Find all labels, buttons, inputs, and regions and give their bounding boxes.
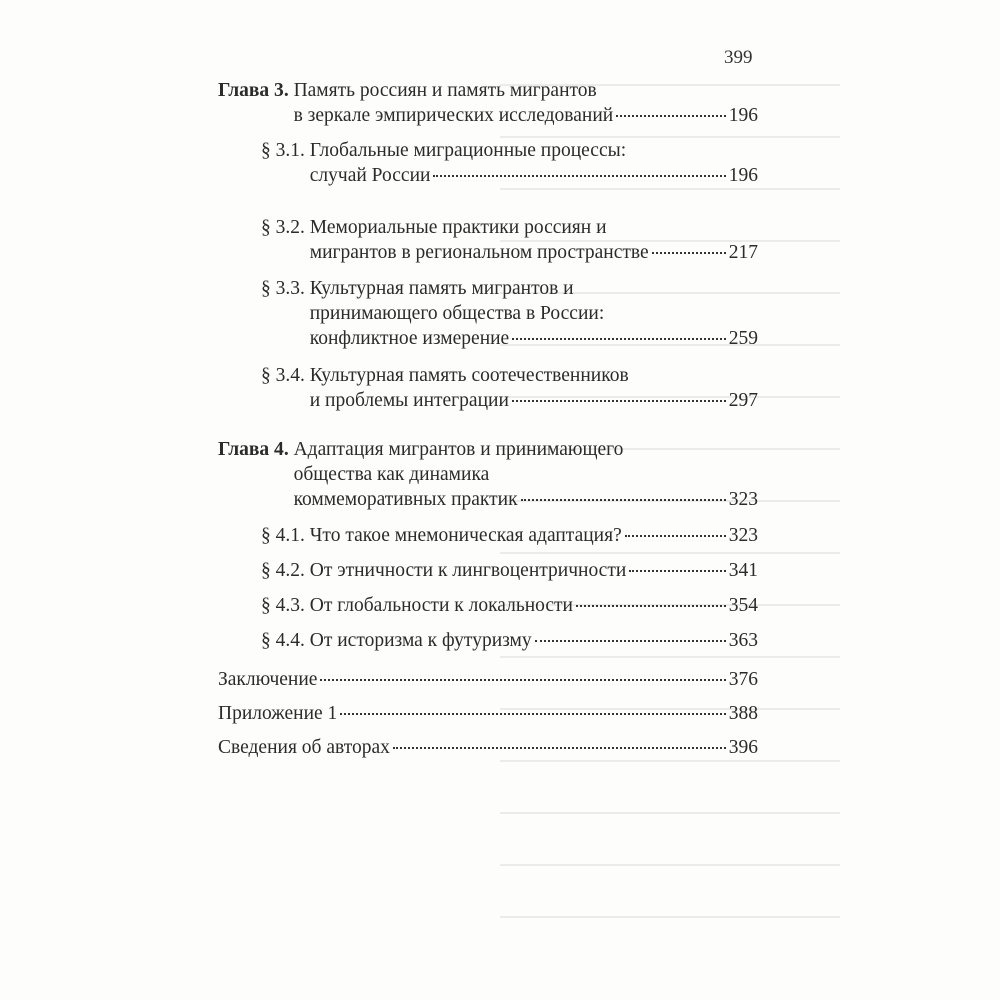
- section-number: § 3.2.: [261, 217, 310, 238]
- toc-entry-title-line: Культурная память соотечественников: [309, 365, 629, 386]
- section-number: § 4.2.: [261, 560, 310, 581]
- toc-page-ref: 259: [728, 328, 758, 349]
- dot-leader: [393, 747, 726, 749]
- toc-section-4-2[interactable]: [261, 558, 758, 583]
- toc-about-authors[interactable]: [218, 735, 758, 760]
- toc-page-ref: 376: [728, 669, 758, 690]
- section-number: § 4.1.: [261, 525, 310, 546]
- toc-entry-title-line: Культурная память мигрантов и: [309, 278, 574, 299]
- toc-entry-title-line: От глобальности к локальности: [309, 595, 573, 616]
- toc-section-3-4[interactable]: [261, 363, 758, 413]
- dot-leader: [616, 115, 726, 117]
- dot-leader: [512, 338, 726, 340]
- toc-page-ref: 341: [728, 560, 758, 581]
- toc-entry-title-line: Мемориальные практики россиян и: [309, 217, 607, 238]
- toc-page-ref: 396: [728, 737, 758, 758]
- toc-entry-title-line: От историзма к футуризму: [309, 630, 532, 651]
- toc-entry-title-line: Что такое мнемоническая адаптация?: [309, 525, 622, 546]
- toc-section-4-4[interactable]: [261, 628, 758, 653]
- toc-entry-title-line: Приложение 1: [218, 703, 338, 724]
- toc-entry-title-line: Память россиян и память мигрантов: [293, 80, 597, 101]
- dot-leader: [320, 679, 725, 681]
- toc-entry-title-line: конфликтное измерение: [309, 328, 510, 349]
- section-number: § 4.4.: [261, 630, 310, 651]
- section-number: § 4.3.: [261, 595, 310, 616]
- section-number: § 3.3.: [261, 278, 310, 299]
- toc-entry-title-line: общества как динамика: [293, 464, 490, 485]
- toc-page-ref: 196: [728, 105, 758, 126]
- toc-page-ref: 363: [728, 630, 758, 651]
- toc-entry-title-line: Глобальные миграционные процессы:: [309, 140, 627, 161]
- toc-entry-title-line: Адаптация мигрантов и принимающего: [293, 439, 624, 460]
- dot-leader: [625, 535, 726, 537]
- toc-section-4-1[interactable]: [261, 523, 758, 548]
- toc-page-ref: 217: [728, 242, 758, 263]
- toc-page-ref: 323: [728, 489, 758, 510]
- dot-leader: [521, 499, 726, 501]
- toc-section-3-1[interactable]: [261, 138, 758, 188]
- toc-entry-title-line: коммеморативных практик: [293, 489, 518, 510]
- toc-chapter-4[interactable]: Глава 4. Адаптация мигрантов и принимающего общества как динамика коммеморативных практик 323: [218, 439, 758, 510]
- toc-entry-title-line: в зеркале эмпирических исследований: [293, 105, 614, 126]
- toc-entry-title-line: Заключение: [218, 669, 318, 690]
- toc-entry-title-line: Сведения об авторах: [218, 737, 390, 758]
- section-number: § 3.1.: [261, 140, 310, 161]
- toc-page-ref: 297: [728, 390, 758, 411]
- toc-appendix-1[interactable]: [218, 701, 758, 726]
- table-of-contents: [218, 78, 758, 760]
- toc-entry-title-line: принимающего общества в России:: [309, 303, 605, 324]
- dot-leader: [576, 605, 726, 607]
- dot-leader: [629, 570, 725, 572]
- toc-entry-title-line: случай России: [309, 165, 431, 186]
- toc-entry-title-line: и проблемы интеграции: [309, 390, 509, 411]
- toc-chapter-3[interactable]: Глава 3. Память россиян и память мигрантов в зеркале эмпирических исследований 196: [218, 80, 758, 126]
- dot-leader: [433, 175, 725, 177]
- dot-leader: [535, 640, 726, 642]
- toc-page-ref: 388: [728, 703, 758, 724]
- toc-section-3-2[interactable]: [261, 215, 758, 265]
- dot-leader: [512, 400, 726, 402]
- chapter-label: Глава 4: [218, 439, 284, 460]
- toc-section-4-3[interactable]: [261, 593, 758, 618]
- toc-section-3-3[interactable]: [261, 276, 758, 351]
- toc-page-ref: 354: [728, 595, 758, 616]
- toc-entry-title-line: мигрантов в региональном пространстве: [309, 242, 649, 263]
- dot-leader: [340, 713, 725, 715]
- toc-page-ref: 196: [728, 165, 758, 186]
- chapter-label: Глава 3: [218, 80, 284, 101]
- dot-leader: [652, 252, 726, 254]
- toc-conclusion[interactable]: [218, 667, 758, 692]
- section-number: § 3.4.: [261, 365, 310, 386]
- toc-page-ref: 323: [728, 525, 758, 546]
- page-number: 399: [724, 47, 753, 68]
- toc-entry-title-line: От этничности к лингвоцентричности: [309, 560, 627, 581]
